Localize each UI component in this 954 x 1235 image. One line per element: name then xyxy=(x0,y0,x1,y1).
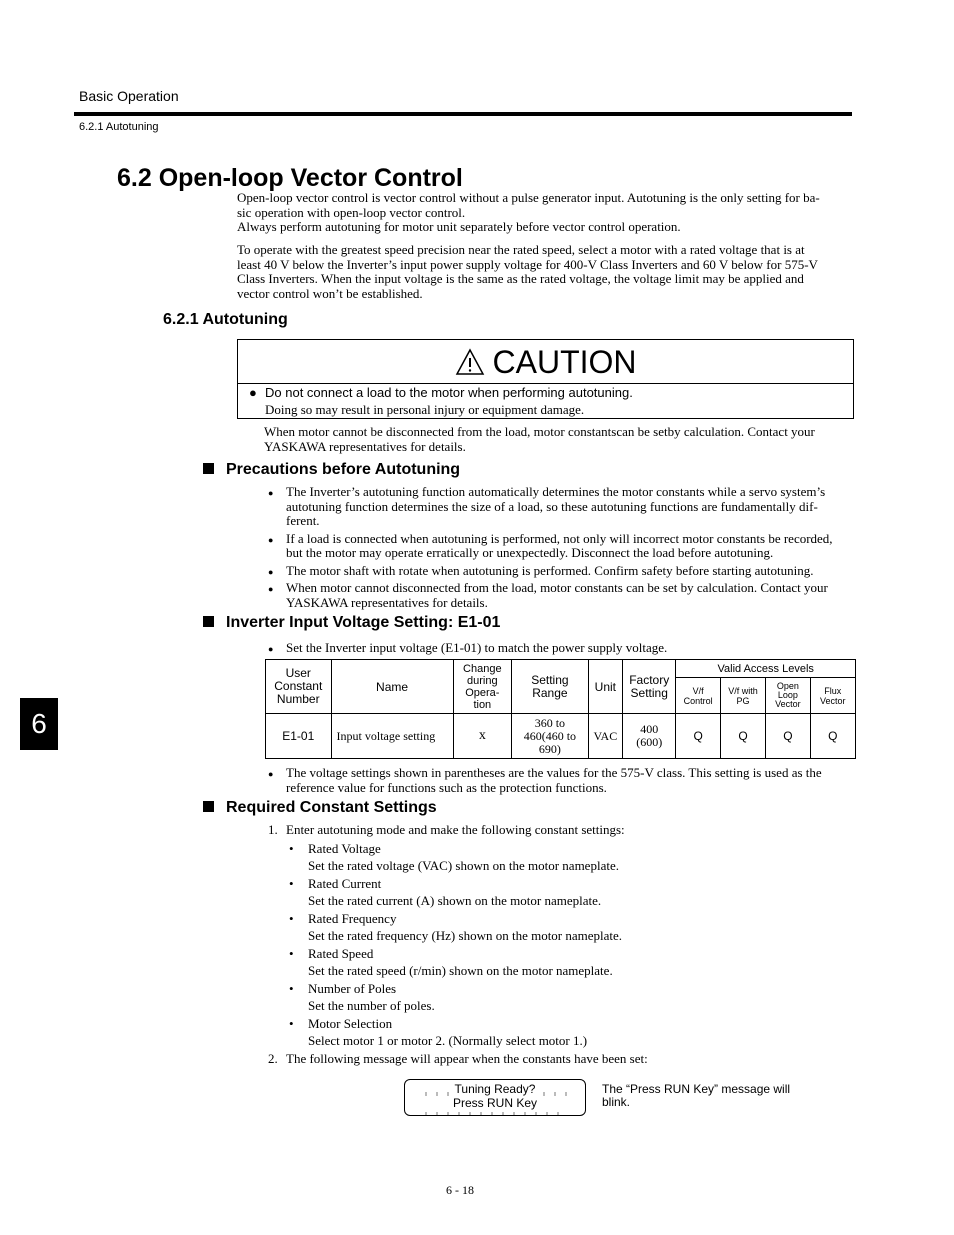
setting-description: Set the rated speed (r/min) shown on the motor nameplate. xyxy=(308,962,613,978)
cell-text: (600) xyxy=(636,735,663,749)
running-subheader: 6.2.1 Autotuning xyxy=(79,121,159,133)
header-cell xyxy=(676,678,720,714)
caution-followup xyxy=(264,425,855,454)
text-line: When motor cannot disconnected from the load, motor constants can be set by calculation. Contact your xyxy=(286,580,828,595)
bullet-icon: ● xyxy=(249,385,257,400)
square-bullet-icon xyxy=(203,463,214,474)
running-header: Basic Operation xyxy=(79,88,179,104)
step-number: 2. xyxy=(268,1051,278,1066)
bullet-icon: ● xyxy=(268,644,274,654)
display-line-1: Tuning Ready? xyxy=(454,1082,536,1096)
step-text: The following message will appear when the constants have been set: xyxy=(286,1051,648,1066)
display-text xyxy=(405,1082,585,1110)
header-cell xyxy=(512,660,589,714)
setting-name: Motor Selection xyxy=(308,1016,393,1031)
header-text: Flux xyxy=(824,685,842,696)
header-cell: Name xyxy=(331,660,453,714)
setting-name: Rated Voltage xyxy=(308,841,381,856)
precautions-heading xyxy=(203,461,460,479)
setting-name: Rated Frequency xyxy=(308,911,397,926)
header-text: Opera- xyxy=(465,686,500,699)
text-line: least 40 V below the Inverter’s input power supply voltage for 400-V Class Inverters and 60 V below for 575-V xyxy=(237,256,818,272)
bullet-icon: • xyxy=(289,946,294,961)
setting-description: Set the rated voltage (VAC) shown on the motor nameplate. xyxy=(308,857,619,873)
required-title: Required Constant Settings xyxy=(226,799,437,816)
header-text: V/f with xyxy=(728,685,758,696)
subsection-heading: 6.2.1 Autotuning xyxy=(163,311,288,328)
text-line: reference value for functions such as the protection functions. xyxy=(286,779,607,795)
setting-name: Rated Current xyxy=(308,876,382,891)
header-text: Change xyxy=(463,662,502,675)
chapter-tab: 6 xyxy=(20,698,58,750)
section-heading: 6.2 Open-loop Vector Control xyxy=(117,164,463,192)
header-cell xyxy=(622,660,675,714)
header-text: Setting xyxy=(630,685,668,700)
bullet-icon: ● xyxy=(268,488,274,498)
step-1 xyxy=(268,823,856,838)
cell-change: x xyxy=(453,714,511,759)
text-line: When motor cannot be disconnected from the load, motor constantscan be setby calculation. Contact your xyxy=(264,424,815,439)
precautions-title: Precautions before Autotuning xyxy=(226,461,461,478)
list-item xyxy=(289,981,857,1014)
cell-text: 360 to xyxy=(534,715,566,730)
cell-unit: VAC xyxy=(588,714,622,759)
header-text: Constant xyxy=(274,679,323,693)
text-line: Always perform autotuning for motor unit separately before vector control operation. xyxy=(237,219,681,234)
header-cell xyxy=(266,660,332,714)
list-item xyxy=(289,1016,857,1049)
setting-description: Set the rated current (A) shown on the motor nameplate. xyxy=(308,892,602,908)
header-rule xyxy=(74,112,852,116)
table-header-row xyxy=(266,660,856,678)
bullet-icon: • xyxy=(289,876,294,891)
display-note xyxy=(602,1083,790,1109)
header-text: during xyxy=(467,674,498,687)
text-line: The motor shaft with rotate when autotuning is performed. Confirm safety before starting autotuning. xyxy=(286,562,814,578)
step-text: Enter autotuning mode and make the following constant settings: xyxy=(286,822,625,837)
page-number: 6 - 18 xyxy=(446,1183,474,1197)
list-item xyxy=(268,564,856,579)
step-number: 1. xyxy=(268,822,278,837)
header-text: Range xyxy=(532,685,568,700)
header-text: tion xyxy=(473,698,492,711)
list-item xyxy=(268,485,856,529)
header-text: Open xyxy=(776,681,799,691)
cell-access-flux: Q xyxy=(810,714,855,759)
caution-statement: Do not connect a load to the motor when performing autotuning. xyxy=(265,385,633,400)
voltage-bullet xyxy=(268,641,856,656)
cell-setting-range xyxy=(512,714,589,759)
voltage-title: Inverter Input Voltage Setting: E1-01 xyxy=(226,614,501,631)
precautions-list xyxy=(268,485,856,610)
header-text: Control xyxy=(683,695,713,706)
caution-note: Doing so may result in personal injury or equipment damage. xyxy=(265,402,585,417)
text-line: YASKAWA representatives for details. xyxy=(264,438,466,454)
text-line: The Inverter’s autotuning function automatically determines the motor constants while a servo system’s xyxy=(286,484,826,499)
text-line: YASKAWA representatives for details. xyxy=(286,594,488,610)
cell-text: 460(460 to xyxy=(523,728,577,743)
table-row xyxy=(266,714,856,759)
caution-title-text: CAUTION xyxy=(492,344,637,380)
text-line: If a load is connected when autotuning is performed, not only will incorrect motor constants be recorded, xyxy=(286,530,833,546)
required-heading xyxy=(203,799,437,817)
list-item xyxy=(289,841,857,874)
text-line: Open-loop vector control is vector control without a pulse generator input. Autotuning is the only setting for ba- xyxy=(237,190,820,205)
cell-name: Input voltage setting xyxy=(331,714,453,759)
text-line: Class Inverters. When the input voltage is the same as the rated voltage, the voltage limit may be applied and xyxy=(237,271,804,286)
text-line: vector control won’t be established. xyxy=(237,285,423,301)
display-line-2: Press RUN Key xyxy=(452,1096,538,1110)
text-line: but the motor may operate erratically or unexpectedly. Disconnect the load before autotuning. xyxy=(286,545,774,560)
header-text: V/f xyxy=(692,685,704,696)
header-cell xyxy=(720,678,765,714)
cell-access-vf-pg: Q xyxy=(720,714,765,759)
header-text: Factory xyxy=(629,672,670,687)
intro-paragraph xyxy=(237,191,855,235)
text-line: Set the Inverter input voltage (E1-01) to match the power supply voltage. xyxy=(286,640,668,655)
cell-access-vf: Q xyxy=(676,714,720,759)
list-item xyxy=(289,876,857,909)
header-cell xyxy=(810,678,855,714)
header-text: Vector xyxy=(775,699,801,709)
header-text: Number xyxy=(276,692,320,706)
bullet-icon: ● xyxy=(268,584,274,594)
caution-box xyxy=(237,339,854,419)
text-line: blink. xyxy=(602,1095,631,1109)
settings-list xyxy=(289,841,857,1049)
header-cell: Unit xyxy=(588,660,622,714)
text-line: The “Press RUN Key” message will xyxy=(602,1082,791,1096)
header-text: User xyxy=(285,666,311,680)
speed-precision-paragraph xyxy=(237,243,855,301)
text-line: ferent. xyxy=(286,513,320,528)
header-text: PG xyxy=(736,695,750,706)
bullet-icon: • xyxy=(289,981,294,996)
step-2 xyxy=(268,1052,856,1067)
setting-description: Set the number of poles. xyxy=(308,997,435,1013)
setting-description: Select motor 1 or motor 2. (Normally select motor 1.) xyxy=(308,1032,588,1048)
square-bullet-icon xyxy=(203,801,214,812)
square-bullet-icon xyxy=(203,616,214,627)
cell-text: 400 xyxy=(640,722,659,736)
setting-name: Rated Speed xyxy=(308,946,374,961)
header-text: Setting xyxy=(531,672,569,687)
voltage-note xyxy=(268,766,856,795)
header-text: Loop xyxy=(777,690,798,700)
caution-title xyxy=(238,340,853,384)
bullet-icon: ● xyxy=(268,769,274,779)
bullet-icon: • xyxy=(289,841,294,856)
list-item xyxy=(268,532,856,561)
setting-name: Number of Poles xyxy=(308,981,397,996)
text-line: To operate with the greatest speed precision near the rated speed, select a motor with a rated voltage that is at xyxy=(237,242,805,257)
header-cell xyxy=(766,678,810,714)
bullet-icon: • xyxy=(289,911,294,926)
cell-access-open-loop: Q xyxy=(766,714,810,759)
list-item xyxy=(289,946,857,979)
header-text: Vector xyxy=(820,695,846,706)
header-cell xyxy=(453,660,511,714)
cell-factory-setting xyxy=(622,714,675,759)
cell-text: 690) xyxy=(538,741,561,756)
bullet-icon: ● xyxy=(268,566,274,577)
cell-constant-number: E1-01 xyxy=(266,714,332,759)
operator-display xyxy=(404,1079,586,1116)
text-line: The voltage settings shown in parentheses are the values for the 575-V class. This setting is used as the xyxy=(286,765,822,780)
list-item xyxy=(268,581,856,610)
list-item xyxy=(289,911,857,944)
bullet-icon: ● xyxy=(268,534,274,545)
text-line: autotuning function determines the size of a load, so these autotuning functions are fundamentally dif- xyxy=(286,498,818,514)
constant-table xyxy=(265,659,856,759)
text-line: sic operation with open-loop vector control. xyxy=(237,204,466,220)
warning-triangle-icon xyxy=(455,348,485,376)
setting-description: Set the rated frequency (Hz) shown on the motor nameplate. xyxy=(308,927,623,943)
header-cell: Valid Access Levels xyxy=(676,660,856,678)
voltage-heading xyxy=(203,614,500,632)
bullet-icon: • xyxy=(289,1016,294,1031)
